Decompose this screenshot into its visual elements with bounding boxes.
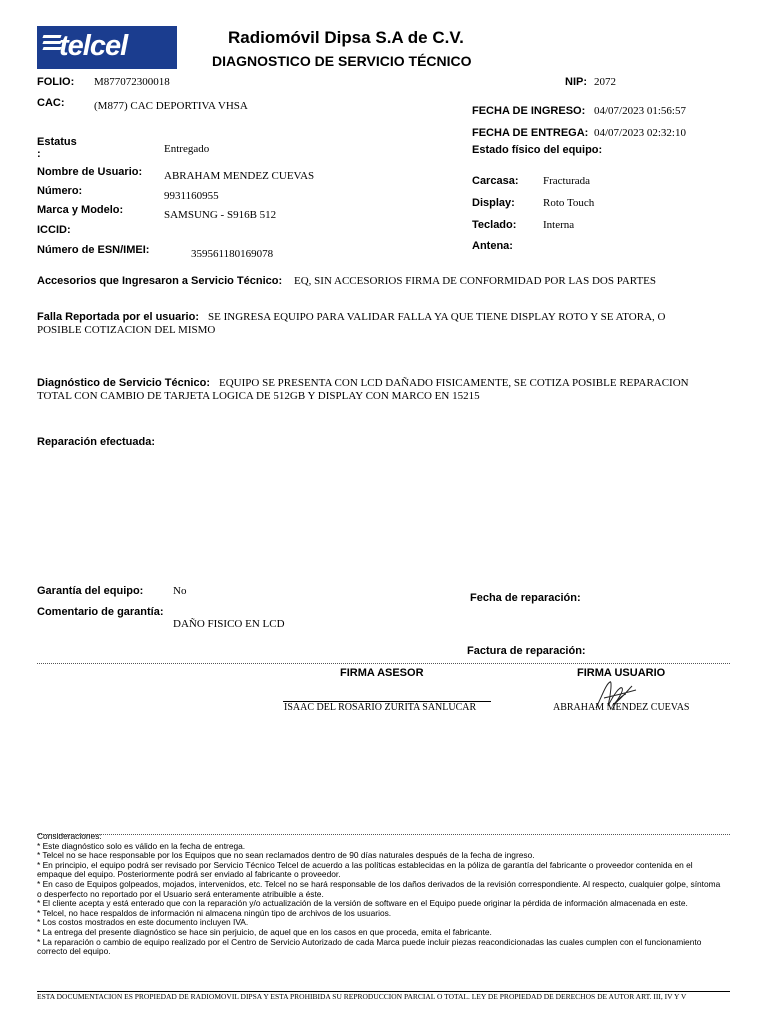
consideracion-item: * Telcel no se hace responsable por los Equipos que no sean reclamados dentro de 90 días naturales después de la fecha de ingreso. [37,850,535,861]
display-value: Roto Touch [543,197,595,209]
reparacion-label: Reparación efectuada: [37,436,155,448]
comentario-label: Comentario de garantía: [37,606,164,618]
consideracion-item: * Los costos mostrados en este documento incluyen IVA. [37,917,249,928]
numero-value: 9931160955 [164,190,219,202]
divider [37,663,730,664]
accesorios-label: Accesorios que Ingresaron a Servicio Técnico: [37,275,283,287]
factura-label: Factura de reparación: [467,645,586,657]
company-name: Radiomóvil Dipsa S.A de C.V. [228,28,464,47]
nip-value: 2072 [594,76,616,88]
firma-asesor-label: FIRMA ASESOR [340,667,424,679]
fecha-ingreso-label: FECHA DE INGRESO: [472,105,586,117]
consideracion-item: * La entrega del presente diagnóstico se hace sin perjuicio, de aquel que en los casos en que proceda, emita el fabricante. [37,926,492,937]
garantia-label: Garantía del equipo: [37,585,144,597]
diagnostico-value-line2: TOTAL CON CAMBIO DE TARJETA LOGICA DE 512GB Y DISPLAY CON MARCO EN 15215 [37,390,480,402]
comentario-value: DAÑO FISICO EN LCD [173,618,285,630]
estatus-label: Estatus [37,136,77,148]
imei-label: Número de ESN/IMEI: [37,244,150,256]
garantia-value: No [173,585,187,597]
consideraciones-title: Consideraciones: [37,831,102,841]
falla-value: SE INGRESA EQUIPO PARA VALIDAR FALLA YA QUE TIENE DISPLAY ROTO Y SE ATORA, O [208,311,666,323]
falla-label: Falla Reportada por el usuario: [37,311,199,323]
fecha-ingreso-value: 04/07/2023 01:56:57 [594,105,686,117]
fecha-reparacion-label: Fecha de reparación: [470,592,581,604]
consideracion-item: * Este diagnóstico solo es válido en la fecha de entrega. [37,840,246,851]
consideracion-item: * El cliente acepta y está enterado que con la reparación y/o actualización de la versión de software en el Equipo puede originar la pérdida de información almacenada en este. [37,898,688,909]
usuario-label: Nombre de Usuario: [37,166,143,178]
cac-value: (M877) CAC DEPORTIVA VHSA [94,100,248,112]
document-title: DIAGNOSTICO DE SERVICIO TÉCNICO [212,53,472,69]
falla-value-line2: POSIBLE COTIZACION DEL MISMO [37,324,216,336]
consideracion-item: * En caso de Equipos golpeados, mojados, intervenidos, etc. Telcel no se hará responsable de los daños derivados de la revisión correspondiente. Al respecto, cualquier golpe, síntoma o desperfecto no reportado por el Usuario será enteramente atribuible a éste. [37,878,721,899]
teclado-label: Teclado: [472,219,517,231]
antena-label: Antena: [472,240,513,252]
estado-fisico-label: Estado físico del equipo: [472,144,603,156]
teclado-value: Interna [543,219,575,231]
display-label: Display: [472,197,515,209]
logo-text: telcel [59,30,128,62]
iccid-label: ICCID: [37,224,71,236]
estatus-value: Entregado [164,143,210,155]
accesorios-value: EQ, SIN ACCESORIOS FIRMA DE CONFORMIDAD POR LAS DOS PARTES [294,275,657,287]
usuario-value: ABRAHAM MENDEZ CUEVAS [164,170,315,182]
consideraciones [37,832,727,957]
consideracion-item: * En principio, el equipo podrá ser revisado por Servicio Técnico Telcel de acuerdo a las políticas establecidas en la póliza de garantía del fabricante o proveedor contenida en el empaque del equipo. Posteriormente podrá ser enviado al fabricante o proveedor. [37,859,693,880]
carcasa-label: Carcasa: [472,175,519,187]
footer-text: ESTA DOCUMENTACION ES PROPIEDAD DE RADIOMOVIL DIPSA Y ESTA PROHIBIDA SU REPRODUCCION PARCIAL O TOTAL. LEY DE PROPIEDAD DE DERECHOS DE AUTOR ART. III, IV Y V [37,992,687,1001]
numero-label: Número: [37,185,83,197]
firma-usuario-name: ABRAHAM MENDEZ CUEVAS [553,702,690,713]
firma-asesor-name: ISAAC DEL ROSARIO ZURITA SANLUCAR [284,702,477,713]
consideracion-item: * Telcel, no hace respaldos de información ni almacena ningún tipo de archivos de los usuarios. [37,907,392,918]
fecha-entrega-label: FECHA DE ENTREGA: [472,127,589,139]
marca-label: Marca y Modelo: [37,204,124,216]
imei-value: 359561180169078 [191,248,274,260]
folio-value: M877072300018 [94,76,170,88]
folio-label: FOLIO: [37,76,75,88]
fecha-entrega-value: 04/07/2023 02:32:10 [594,127,686,139]
diagnostico-value: EQUIPO SE PRESENTA CON LCD DAÑADO FISICAMENTE, SE COTIZA POSIBLE REPARACION [219,377,689,389]
diagnostico-label: Diagnóstico de Servicio Técnico: [37,377,210,389]
firma-usuario-label: FIRMA USUARIO [577,667,666,679]
nip-label: NIP: [565,76,587,88]
marca-value: SAMSUNG - S916B 512 [164,209,277,221]
consideracion-item: * La reparación o cambio de equipo realizado por el Centro de Servicio Autorizado de cada Marca puede incluir piezas reacondicionadas las cuales cumplen con el funcionamiento correcto del equipo. [37,936,702,957]
estatus-colon: : [37,148,41,160]
cac-label: CAC: [37,97,65,109]
telcel-logo [37,26,177,69]
carcasa-value: Fracturada [543,175,591,187]
